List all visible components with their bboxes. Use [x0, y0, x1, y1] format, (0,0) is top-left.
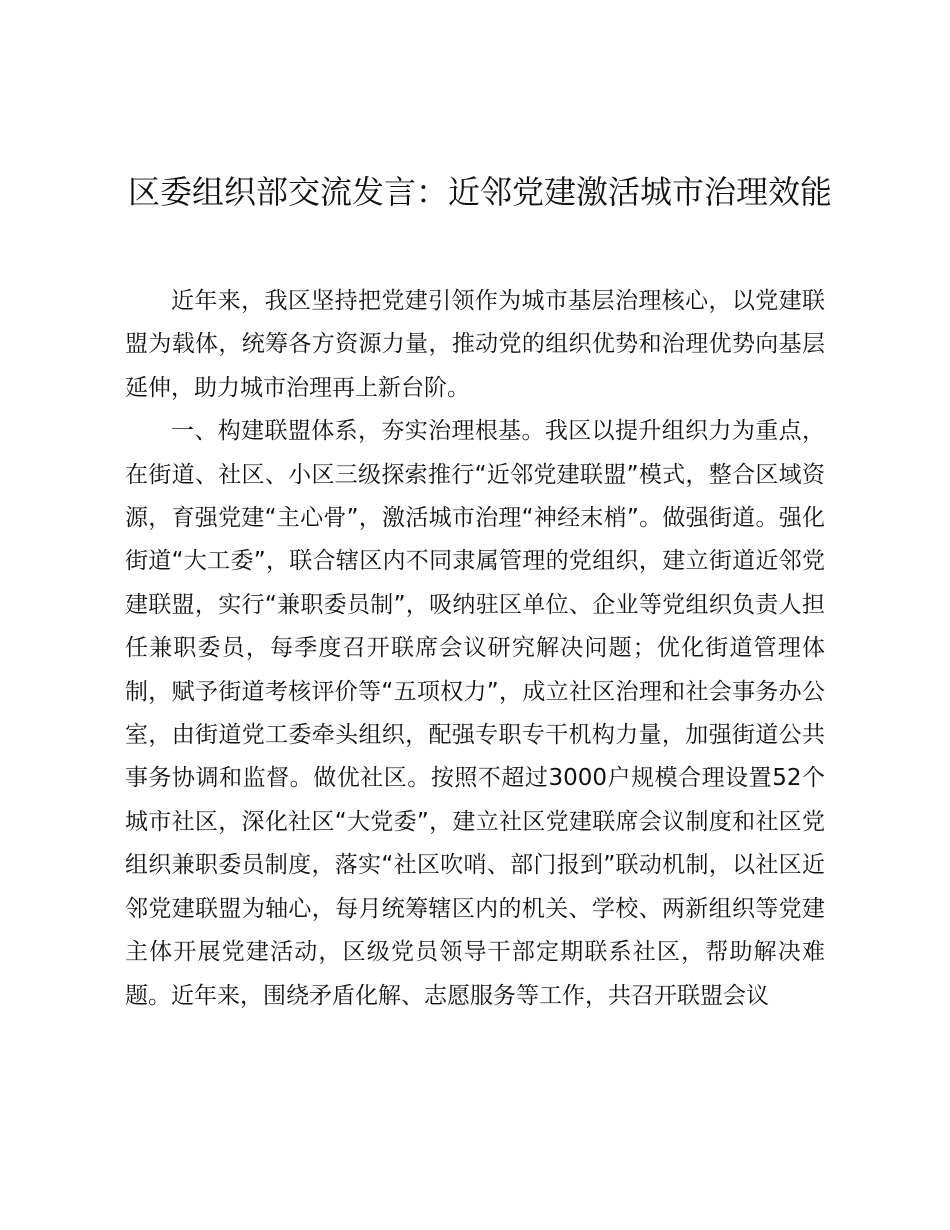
paragraph-section-one: 一、构建联盟体系，夯实治理根基。我区以提升组织力为重点，在街道、社区、小区三级探索推行“近邻党建联盟”模式，整合区域资源，育强党建“主心骨”，激活城市治理“神经末梢”。做强街道。强化街道“大工委”，联合辖区内不同隶属管理的党组织，建立街道近邻党建联盟，实行“兼职委员制”，吸纳驻区单位、企业等党组织负责人担任兼职委员，每季度召开联席会议研究解决问题；优化街道管理体制，赋予街道考核评价等“五项权力”，成立社区治理和社会事务办公室，由街道党工委牵头组织，配强专职专干机构力量，加强街道公共事务协调和监督。做优社区。按照不超过3000户规模合理设置52个城市社区，深化社区“大党委”，建立社区党建联席会议制度和社区党组织兼职委员制度，落实“社区吹哨、部门报到”联动机制，以社区近邻党建联盟为轴心，每月统筹辖区内的机关、学校、两新组织等党建主体开展党建活动，区级党员领导干部定期联系社区，帮助解决难题。近年来，围绕矛盾化解、志愿服务等工作，共召开联盟会议: [125, 418, 825, 1009]
paragraph-intro: 近年来，我区坚持把党建引领作为城市基层治理核心，以党建联盟为载体，统筹各方资源力量，推动党的组织优势和治理优势向基层延伸，助力城市治理再上新台阶。: [125, 288, 825, 401]
document-title: 区委组织部交流发言：近邻党建激活城市治理效能: [127, 173, 832, 211]
document-body: [125, 280, 825, 1018]
